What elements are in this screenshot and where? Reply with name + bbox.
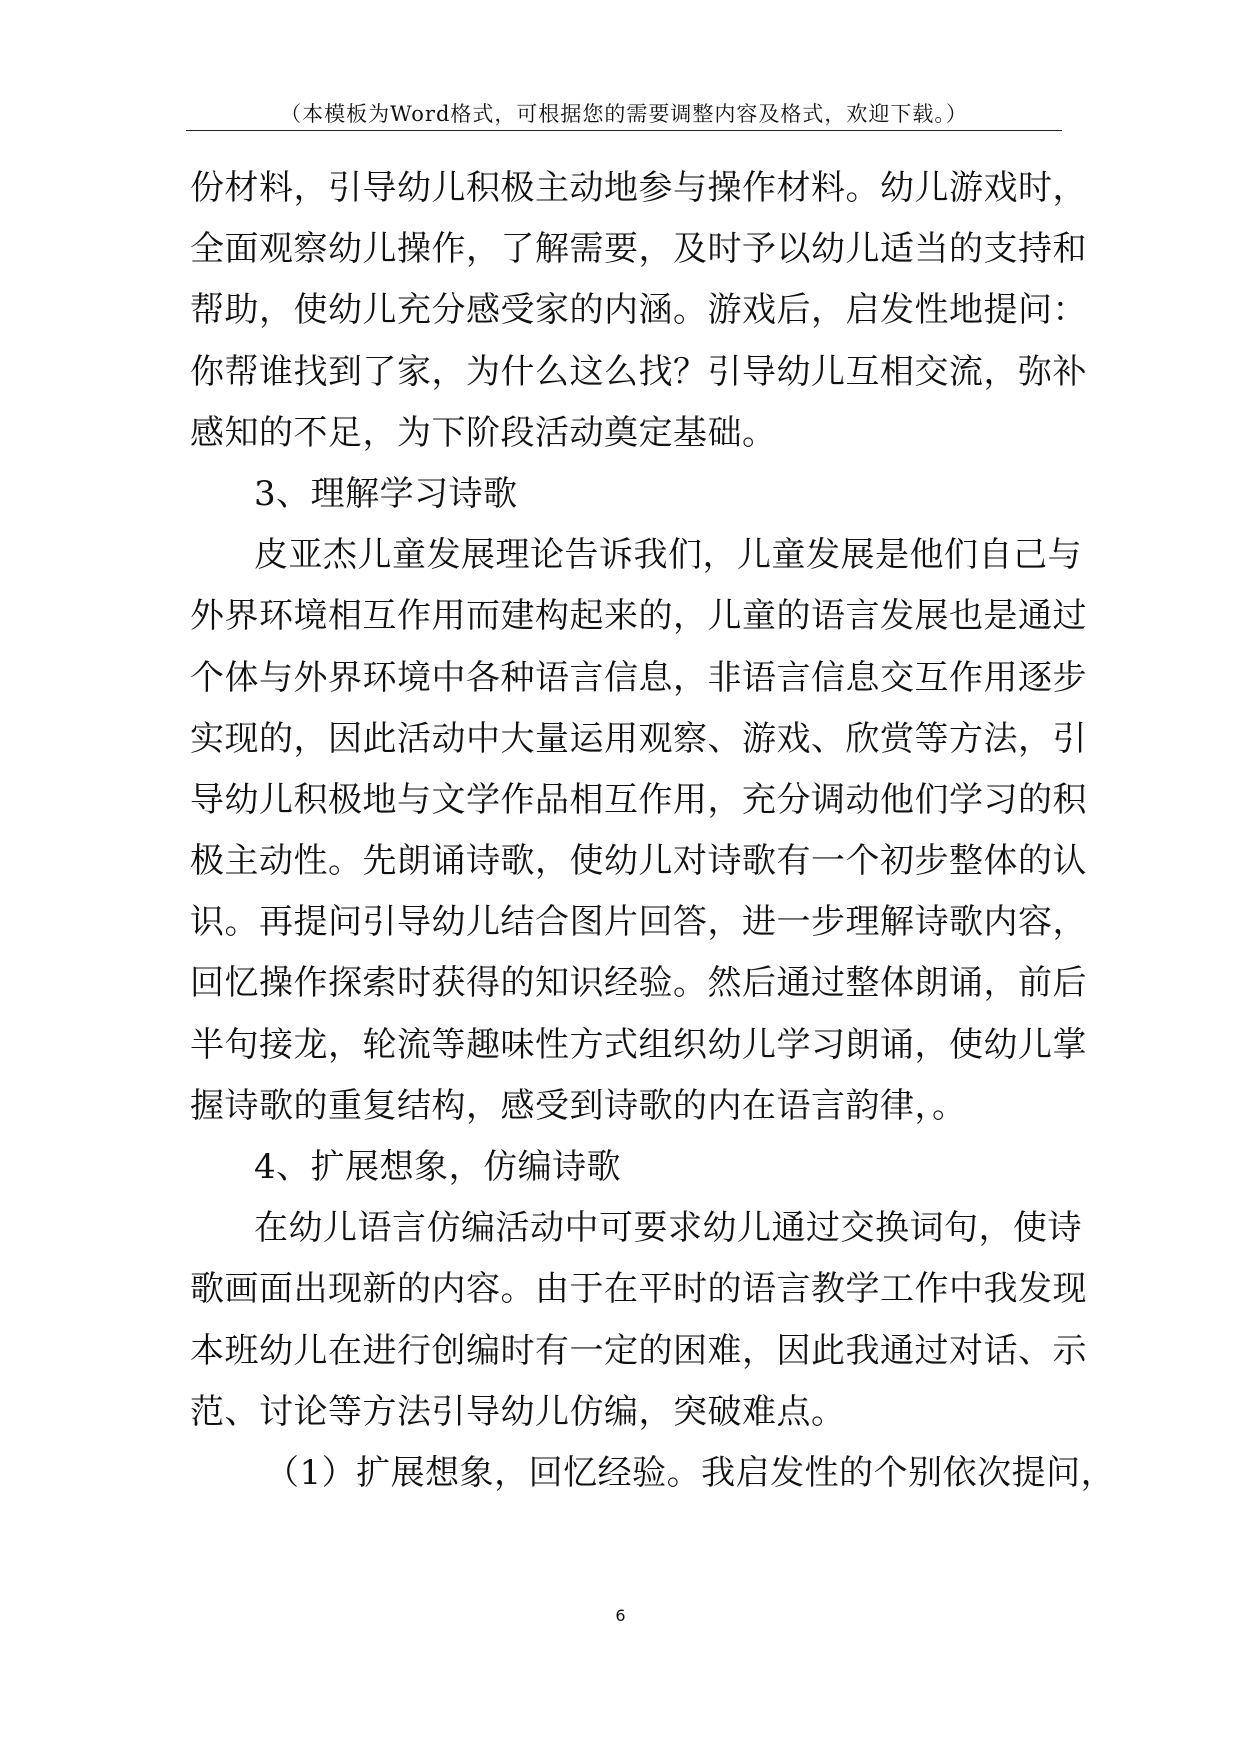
document-body: [190, 158, 1116, 1504]
text-line: 你帮谁找到了家，为什么这么找？引导幼儿互相交流，弥补: [190, 351, 1087, 392]
text-line: 外界环境相互作用而建构起来的，儿童的语言发展也是通过: [190, 596, 1087, 637]
header-note: （本模板为Word格式，可根据您的需要调整内容及格式，欢迎下载。）: [280, 102, 968, 126]
text-line: 皮亚杰儿童发展理论告诉我们，儿童发展是他们自己与: [254, 535, 1082, 576]
text-line: 导幼儿积极地与文学作品相互作用，充分调动他们学习的积: [190, 779, 1087, 820]
text-line: 帮助，使幼儿充分感受家的内涵。游戏后，启发性地提问：: [190, 290, 1087, 331]
text-line: 份材料，引导幼儿积极主动地参与操作材料。幼儿游戏时，: [190, 168, 1087, 208]
text-line: 本班幼儿在进行创编时有一定的困难，因此我通过对话、示: [190, 1330, 1087, 1371]
text-line: 感知的不足，为下阶段活动奠定基础。: [190, 412, 777, 453]
text-line: 握诗歌的重复结构，感受到诗歌的内在语言韵律，。: [190, 1085, 967, 1126]
text-line: （1）扩展想象，回忆经验。我启发性的个别依次提问，: [265, 1452, 1116, 1493]
text-line: 实现的，因此活动中大量运用观察、游戏、欣赏等方法，引: [190, 718, 1087, 759]
text-line: 回忆操作探索时获得的知识经验。然后通过整体朗诵，前后: [190, 963, 1087, 1004]
text-line: 识。再提问引导幼儿结合图片回答，进一步理解诗歌内容，: [190, 902, 1087, 943]
text-line: 3、理解学习诗歌: [254, 473, 518, 514]
text-line: 半句接龙，轮流等趣味性方式组织幼儿学习朗诵，使幼儿掌: [190, 1024, 1087, 1065]
page-number: 6: [615, 1606, 626, 1625]
text-line: 范、讨论等方法引导幼儿仿编，突破难点。: [190, 1391, 846, 1432]
text-line: 4、扩展想象，仿编诗歌: [254, 1147, 622, 1187]
text-line: 歌画面出现新的内容。由于在平时的语言教学工作中我发现: [190, 1269, 1087, 1310]
text-line: 在幼儿语言仿编活动中可要求幼儿通过交换词句，使诗: [254, 1208, 1082, 1249]
header-divider: [186, 130, 1062, 131]
text-line: 极主动性。先朗诵诗歌，使幼儿对诗歌有一个初步整体的认: [190, 841, 1087, 882]
text-line: 全面观察幼儿操作，了解需要，及时予以幼儿适当的支持和: [190, 229, 1087, 270]
text-line: 个体与外界环境中各种语言信息，非语言信息交互作用逐步: [190, 657, 1087, 698]
